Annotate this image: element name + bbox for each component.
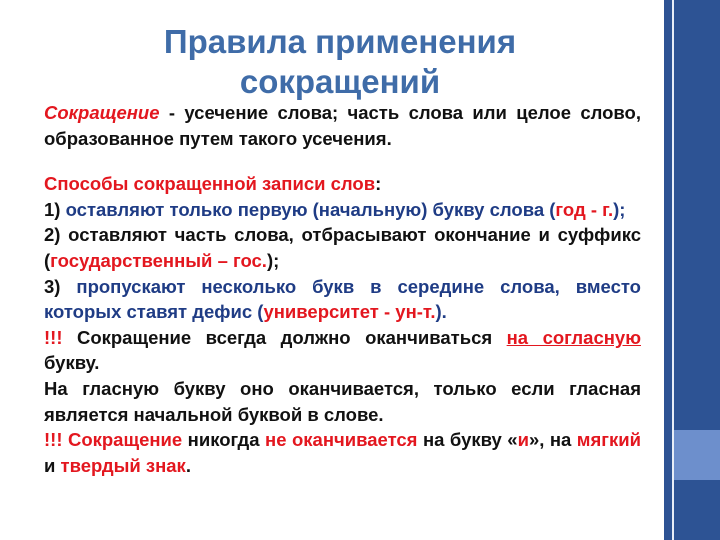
method-item-3-example: университет - ун-т. [263,301,436,323]
rule-2-word-1: никогда [182,429,266,451]
method-item-1 [44,197,641,223]
rule-2-word-3: », на [528,429,577,451]
slide-title [80,22,600,102]
rule-2-word-2: на букву « [417,429,518,451]
definition-paragraph [44,100,641,151]
rule-2-emphasis-1: не оканчивается [265,429,418,451]
slide-content [44,100,641,478]
method-item-2-end: ); [266,249,280,271]
slide-title-line2: сокращений [239,63,441,100]
definition-text: - усечение слова; часть слова или целое слово, образованное путем такого усечения. [44,102,641,149]
method-item-3-text: пропускают несколько букв в середине слова, вместо которых ставят дефис ( [44,275,641,323]
method-item-2-text: 2) оставляют часть слова, отбрасывают окончание и суффикс ( [44,224,641,271]
method-item-2 [44,222,641,273]
rule-1-text: Сокращение всегда должно оканчиваться [62,326,507,348]
method-item-1-end: ); [613,198,626,220]
rule-2-word-4: и [44,454,61,476]
rule-1-paragraph [44,325,641,376]
sidebar-decoration [664,0,720,540]
rule-1-note: На гласную букву оно оканчивается, только если гласная является начальной буквой в слове. [44,377,641,425]
methods-heading [44,171,641,197]
methods-heading-colon: : [375,173,382,195]
rule-2-end: . [185,454,191,476]
rule-1-emphasis: на согласную [506,326,641,348]
rule-2-letter: и [517,429,529,451]
definition-term: Сокращение [44,102,160,123]
method-item-3-end: ). [435,301,447,323]
rule-1-mark: !!! [44,326,63,348]
rule-2-paragraph [44,427,641,478]
sidebar-accent-block [674,430,720,480]
method-item-1-number: 1) [44,198,66,220]
rule-2-mark: !!! [44,429,63,451]
rule-2-emphasis-3: твердый знак [60,454,186,476]
method-item-3-number: 3) [44,275,77,297]
method-item-3 [44,274,641,325]
rule-2-term: Сокращение [62,429,183,451]
rule-1-end: букву. [44,352,100,374]
rule-2-emphasis-2: мягкий [576,429,641,451]
slide-title-line1: Правила применения [163,23,517,60]
method-item-1-text: оставляют только первую (начальную) букву слова ( [65,198,556,220]
method-item-2-example: государственный – гос. [50,249,267,271]
method-item-1-example: год - г. [555,198,614,220]
methods-heading-text: Способы сокращенной записи слов [44,173,376,195]
